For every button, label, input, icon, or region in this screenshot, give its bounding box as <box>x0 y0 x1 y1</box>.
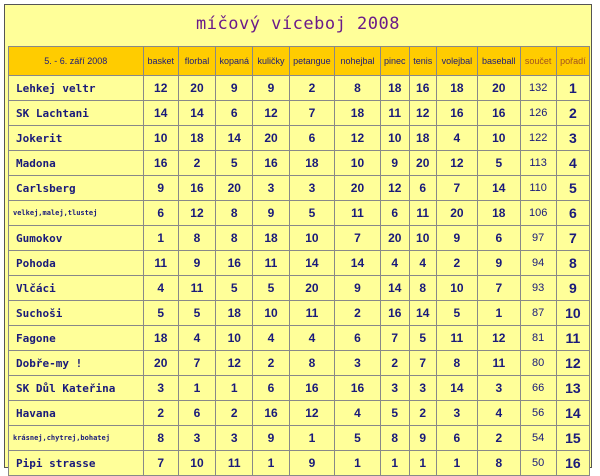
score-cell: 16 <box>216 251 253 276</box>
score-cell: 9 <box>436 226 477 251</box>
team-name: velkej,malej,tlustej <box>9 201 144 226</box>
team-name: Madona <box>9 151 144 176</box>
score-cell: 6 <box>380 201 409 226</box>
score-cell: 3 <box>253 176 289 201</box>
score-cell: 6 <box>289 126 335 151</box>
total-cell: 87 <box>520 301 556 326</box>
score-cell: 16 <box>409 76 436 101</box>
score-cell: 5 <box>409 326 436 351</box>
score-cell: 10 <box>436 276 477 301</box>
score-cell: 8 <box>289 351 335 376</box>
score-cell: 7 <box>436 176 477 201</box>
rank-cell: 9 <box>556 276 589 301</box>
table-row <box>9 451 590 476</box>
score-cell: 12 <box>178 201 215 226</box>
score-cell: 10 <box>289 226 335 251</box>
score-cell: 11 <box>178 276 215 301</box>
score-cell: 1 <box>478 301 520 326</box>
score-cell: 2 <box>143 401 178 426</box>
score-cell: 2 <box>436 251 477 276</box>
score-cell: 2 <box>409 401 436 426</box>
score-cell: 20 <box>409 151 436 176</box>
rank-cell: 14 <box>556 401 589 426</box>
score-cell: 4 <box>436 126 477 151</box>
rank-cell: 7 <box>556 226 589 251</box>
score-cell: 20 <box>335 176 381 201</box>
team-name: Pohoda <box>9 251 144 276</box>
score-cell: 2 <box>335 301 381 326</box>
team-name: Fagone <box>9 326 144 351</box>
table-row <box>9 201 590 226</box>
total-cell: 81 <box>520 326 556 351</box>
table-row <box>9 351 590 376</box>
score-cell: 10 <box>143 126 178 151</box>
score-cell: 2 <box>253 351 289 376</box>
total-cell: 93 <box>520 276 556 301</box>
column-header-petangue: petangue <box>289 47 335 76</box>
column-header-pinec: pinec <box>380 47 409 76</box>
score-cell: 12 <box>335 126 381 151</box>
score-cell: 16 <box>143 151 178 176</box>
score-cell: 7 <box>335 226 381 251</box>
results-panel <box>4 4 592 471</box>
team-name: SK Lachtani <box>9 101 144 126</box>
total-cell: 56 <box>520 401 556 426</box>
score-cell: 3 <box>289 176 335 201</box>
score-cell: 18 <box>380 76 409 101</box>
score-cell: 5 <box>380 401 409 426</box>
score-cell: 3 <box>409 376 436 401</box>
score-cell: 16 <box>178 176 215 201</box>
score-cell: 7 <box>409 351 436 376</box>
score-cell: 3 <box>178 426 215 451</box>
score-cell: 12 <box>436 151 477 176</box>
total-cell: 126 <box>520 101 556 126</box>
rank-cell: 4 <box>556 151 589 176</box>
score-cell: 5 <box>335 426 381 451</box>
score-cell: 10 <box>178 451 215 476</box>
score-cell: 4 <box>409 251 436 276</box>
score-cell: 12 <box>253 101 289 126</box>
score-cell: 5 <box>143 301 178 326</box>
score-cell: 18 <box>409 126 436 151</box>
table-row <box>9 251 590 276</box>
score-cell: 2 <box>380 351 409 376</box>
score-cell: 11 <box>216 451 253 476</box>
score-cell: 2 <box>178 151 215 176</box>
score-cell: 8 <box>409 276 436 301</box>
score-cell: 18 <box>289 151 335 176</box>
score-cell: 16 <box>253 401 289 426</box>
score-cell: 8 <box>380 426 409 451</box>
score-cell: 9 <box>409 426 436 451</box>
results-table <box>8 46 590 476</box>
column-header-florbal: florbal <box>178 47 215 76</box>
score-cell: 7 <box>380 326 409 351</box>
score-cell: 18 <box>216 301 253 326</box>
score-cell: 9 <box>143 176 178 201</box>
team-name: Carlsberg <box>9 176 144 201</box>
column-header-kulicky: kuličky <box>253 47 289 76</box>
score-cell: 6 <box>143 201 178 226</box>
score-cell: 1 <box>436 451 477 476</box>
team-name: krásnej,chytrej,bohatej <box>9 426 144 451</box>
score-cell: 20 <box>478 76 520 101</box>
score-cell: 4 <box>143 276 178 301</box>
score-cell: 5 <box>216 151 253 176</box>
score-cell: 7 <box>289 101 335 126</box>
score-cell: 12 <box>380 176 409 201</box>
score-cell: 16 <box>253 151 289 176</box>
rank-cell: 13 <box>556 376 589 401</box>
score-cell: 11 <box>478 351 520 376</box>
score-cell: 9 <box>253 76 289 101</box>
score-cell: 14 <box>380 276 409 301</box>
total-cell: 97 <box>520 226 556 251</box>
score-cell: 1 <box>143 226 178 251</box>
rank-cell: 8 <box>556 251 589 276</box>
score-cell: 10 <box>380 126 409 151</box>
score-cell: 18 <box>478 201 520 226</box>
score-cell: 2 <box>289 76 335 101</box>
team-name: SK Důl Kateřina <box>9 376 144 401</box>
score-cell: 8 <box>178 226 215 251</box>
team-name: Pipi strasse <box>9 451 144 476</box>
score-cell: 1 <box>335 451 381 476</box>
score-cell: 5 <box>436 301 477 326</box>
score-cell: 6 <box>409 176 436 201</box>
score-cell: 8 <box>143 426 178 451</box>
score-cell: 3 <box>380 376 409 401</box>
score-cell: 4 <box>253 326 289 351</box>
total-cell: 110 <box>520 176 556 201</box>
column-header-volejbal: volejbal <box>436 47 477 76</box>
score-cell: 14 <box>289 251 335 276</box>
page-title: míčový víceboj 2008 <box>196 14 400 34</box>
score-cell: 20 <box>178 76 215 101</box>
score-cell: 20 <box>436 201 477 226</box>
team-name: Vlčáci <box>9 276 144 301</box>
column-header-kopana: kopaná <box>216 47 253 76</box>
score-cell: 12 <box>478 326 520 351</box>
score-cell: 16 <box>289 376 335 401</box>
score-cell: 10 <box>253 301 289 326</box>
score-cell: 14 <box>436 376 477 401</box>
team-name: Dobře-my ! <box>9 351 144 376</box>
team-name: Jokerit <box>9 126 144 151</box>
score-cell: 8 <box>478 451 520 476</box>
score-cell: 18 <box>335 101 381 126</box>
column-header-nohejbal: nohejbal <box>335 47 381 76</box>
column-header-tenis: tenis <box>409 47 436 76</box>
table-row <box>9 376 590 401</box>
table-row <box>9 401 590 426</box>
score-cell: 2 <box>216 401 253 426</box>
score-cell: 8 <box>436 351 477 376</box>
score-cell: 6 <box>253 376 289 401</box>
total-cell: 132 <box>520 76 556 101</box>
rank-cell: 5 <box>556 176 589 201</box>
score-cell: 6 <box>478 226 520 251</box>
table-row <box>9 301 590 326</box>
score-cell: 16 <box>478 101 520 126</box>
score-cell: 14 <box>216 126 253 151</box>
rank-cell: 16 <box>556 451 589 476</box>
team-name: Suchoši <box>9 301 144 326</box>
score-cell: 18 <box>436 76 477 101</box>
score-cell: 8 <box>216 226 253 251</box>
score-cell: 3 <box>478 376 520 401</box>
score-cell: 12 <box>216 351 253 376</box>
score-cell: 3 <box>143 376 178 401</box>
score-cell: 14 <box>409 301 436 326</box>
date-header: 5. - 6. září 2008 <box>9 47 144 76</box>
table-row <box>9 426 590 451</box>
table-row <box>9 126 590 151</box>
total-cell: 66 <box>520 376 556 401</box>
score-cell: 7 <box>143 451 178 476</box>
column-header-basket: basket <box>143 47 178 76</box>
score-cell: 16 <box>335 376 381 401</box>
rank-cell: 10 <box>556 301 589 326</box>
score-cell: 9 <box>253 201 289 226</box>
score-cell: 11 <box>289 301 335 326</box>
score-cell: 6 <box>216 101 253 126</box>
score-cell: 14 <box>478 176 520 201</box>
score-cell: 20 <box>143 351 178 376</box>
score-cell: 1 <box>380 451 409 476</box>
score-cell: 1 <box>178 376 215 401</box>
score-cell: 11 <box>335 201 381 226</box>
score-cell: 12 <box>143 76 178 101</box>
score-cell: 1 <box>216 376 253 401</box>
score-cell: 9 <box>380 151 409 176</box>
total-cell: 54 <box>520 426 556 451</box>
score-cell: 10 <box>216 326 253 351</box>
score-cell: 16 <box>436 101 477 126</box>
rank-cell: 11 <box>556 326 589 351</box>
table-row <box>9 176 590 201</box>
total-cell: 113 <box>520 151 556 176</box>
table-row <box>9 326 590 351</box>
table-row <box>9 226 590 251</box>
score-cell: 3 <box>335 351 381 376</box>
rank-cell: 6 <box>556 201 589 226</box>
score-cell: 8 <box>335 76 381 101</box>
score-cell: 12 <box>409 101 436 126</box>
score-cell: 3 <box>216 426 253 451</box>
score-cell: 12 <box>289 401 335 426</box>
score-cell: 9 <box>178 251 215 276</box>
score-cell: 5 <box>178 301 215 326</box>
column-header-baseball: baseball <box>478 47 520 76</box>
score-cell: 9 <box>253 426 289 451</box>
score-cell: 7 <box>178 351 215 376</box>
rank-cell: 15 <box>556 426 589 451</box>
score-cell: 14 <box>143 101 178 126</box>
score-cell: 20 <box>289 276 335 301</box>
header-row <box>9 47 590 76</box>
score-cell: 16 <box>380 301 409 326</box>
score-cell: 18 <box>253 226 289 251</box>
score-cell: 14 <box>178 101 215 126</box>
score-cell: 1 <box>409 451 436 476</box>
score-cell: 11 <box>380 101 409 126</box>
score-cell: 7 <box>478 276 520 301</box>
score-cell: 11 <box>253 251 289 276</box>
score-cell: 5 <box>253 276 289 301</box>
score-cell: 6 <box>436 426 477 451</box>
score-cell: 10 <box>335 151 381 176</box>
score-cell: 4 <box>178 326 215 351</box>
score-cell: 9 <box>478 251 520 276</box>
column-header-rank: pořadí <box>556 47 589 76</box>
total-cell: 50 <box>520 451 556 476</box>
score-cell: 8 <box>216 201 253 226</box>
rank-cell: 3 <box>556 126 589 151</box>
score-cell: 10 <box>409 226 436 251</box>
table-row <box>9 276 590 301</box>
score-cell: 4 <box>380 251 409 276</box>
score-cell: 2 <box>478 426 520 451</box>
score-cell: 14 <box>335 251 381 276</box>
score-cell: 18 <box>178 126 215 151</box>
rank-cell: 12 <box>556 351 589 376</box>
total-cell: 122 <box>520 126 556 151</box>
table-row <box>9 76 590 101</box>
score-cell: 9 <box>335 276 381 301</box>
score-cell: 6 <box>335 326 381 351</box>
score-cell: 5 <box>289 201 335 226</box>
score-cell: 20 <box>380 226 409 251</box>
score-cell: 20 <box>253 126 289 151</box>
score-cell: 11 <box>409 201 436 226</box>
team-name: Lehkej veltr <box>9 76 144 101</box>
score-cell: 5 <box>216 276 253 301</box>
score-cell: 1 <box>253 451 289 476</box>
score-cell: 9 <box>289 451 335 476</box>
score-cell: 5 <box>478 151 520 176</box>
table-row <box>9 101 590 126</box>
score-cell: 11 <box>143 251 178 276</box>
total-cell: 94 <box>520 251 556 276</box>
team-name: Gumokov <box>9 226 144 251</box>
score-cell: 6 <box>178 401 215 426</box>
rank-cell: 1 <box>556 76 589 101</box>
score-cell: 4 <box>335 401 381 426</box>
score-cell: 20 <box>216 176 253 201</box>
table-row <box>9 151 590 176</box>
team-name: Havana <box>9 401 144 426</box>
score-cell: 1 <box>289 426 335 451</box>
total-cell: 106 <box>520 201 556 226</box>
score-cell: 18 <box>143 326 178 351</box>
score-cell: 4 <box>289 326 335 351</box>
total-cell: 80 <box>520 351 556 376</box>
score-cell: 11 <box>436 326 477 351</box>
score-cell: 3 <box>436 401 477 426</box>
column-header-total: součet <box>520 47 556 76</box>
score-cell: 9 <box>216 76 253 101</box>
score-cell: 10 <box>478 126 520 151</box>
rank-cell: 2 <box>556 101 589 126</box>
score-cell: 4 <box>478 401 520 426</box>
